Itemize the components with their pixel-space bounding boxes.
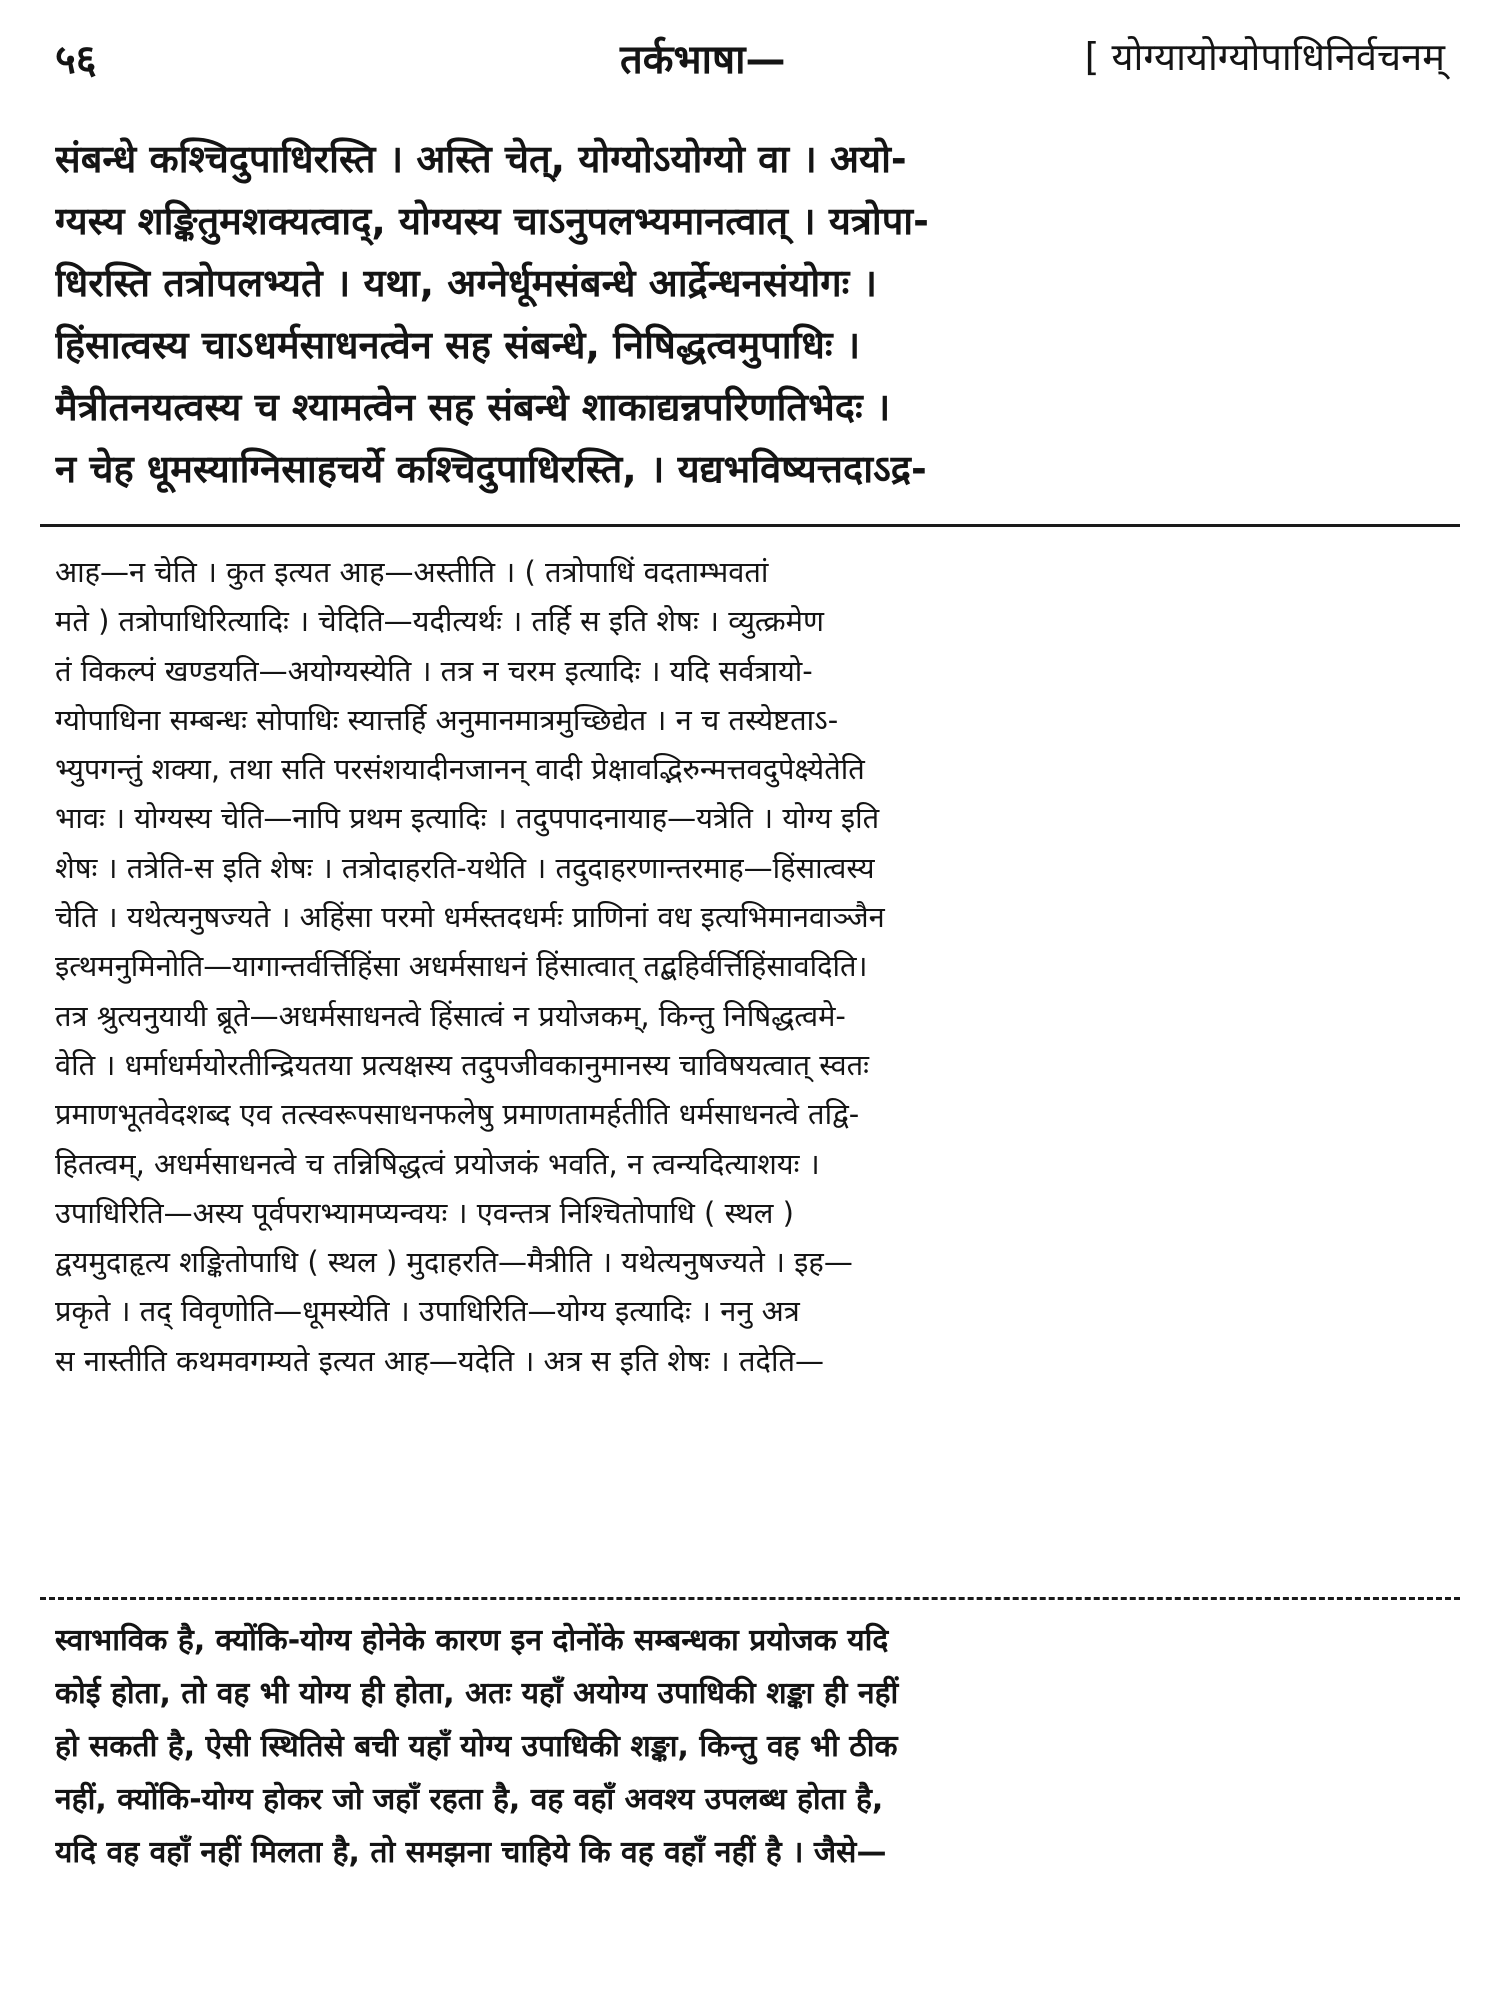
commentary-line: इत्थमनुमिनोति—यागान्तर्वर्त्तिहिंसा अधर्मसाधनं हिंसात्वात् तद्बहिर्वर्त्तिहिंसावदिति।	[55, 949, 868, 984]
commentary-line: प्रमाणभूतवेदशब्द एव तत्स्वरूपसाधनफलेषु प्रमाणतामर्हतीति धर्मसाधनत्वे तद्वि-	[55, 1097, 860, 1132]
section-title: [ योग्यायोग्योपाधिनिर्वचनम्	[1084, 35, 1445, 79]
mula-line: हिंसात्वस्य चाऽधर्मसाधनत्वेन सह संबन्धे, निषिद्धत्वमुपाधिः ।	[55, 323, 861, 367]
mula-text-block	[55, 128, 1445, 500]
translation-line: नहीं, क्योंकि-योग्य होकर जो जहाँ रहता है, वह वहाँ अवश्य उपलब्ध होता है,	[55, 1782, 884, 1817]
mula-line: न चेह धूमस्याग्निसाहचर्ये कश्चिदुपाधिरस्ति, । यद्यभविष्यत्तदाऽद्र-	[55, 447, 927, 491]
commentary-line: तं विकल्पं खण्डयति—अयोग्यस्येति । तत्र न चरम इत्यादिः । यदि सर्वत्रायो-	[55, 653, 813, 688]
commentary-line: ग्योपाधिना सम्बन्धः सोपाधिः स्यात्तर्हि अनुमानमात्रमुच्छिद्येत । न च तस्येष्टताऽ-	[55, 702, 839, 737]
translation-line: हो सकती है, ऐसी स्थितिसे बची यहाँ योग्य उपाधिकी शङ्का, किन्तु वह भी ठीक	[55, 1729, 898, 1764]
mula-line: ग्यस्य शङ्कितुमशक्यत्वाद्, योग्यस्य चाऽनुपलभ्यमानत्वात् । यत्रोपा-	[55, 199, 929, 243]
commentary-line: द्वयमुदाहृत्य शङ्कितोपाधि ( स्थल ) मुदाहरति—मैत्रीति । यथेत्यनुषज्यते । इह—	[55, 1245, 853, 1280]
running-title: तर्कभाषा—	[620, 37, 786, 83]
commentary-line: भावः । योग्यस्य चेति—नापि प्रथम इत्यादिः । तदुपपादनायाह—यत्रेति । योग्य इति	[55, 801, 880, 836]
commentary-line: शेषः । तत्रेति-स इति शेषः । तत्रोदाहरति-यथेति । तदुदाहरणान्तरमाह—हिंसात्वस्य	[55, 850, 875, 885]
commentary-line: प्रकृते । तद् विवृणोति—धूमस्येति । उपाधिरिति—योग्य इत्यादिः । ननु अत्र	[55, 1294, 800, 1329]
hindi-translation-block	[55, 1614, 1445, 1879]
mula-line: मैत्रीतनयत्वस्य च श्यामत्वेन सह संबन्धे शाकाद्यन्नपरिणतिभेदः ।	[55, 385, 891, 429]
commentary-line: वेति । धर्माधर्मयोरतीन्द्रियतया प्रत्यक्षस्य तदुपजीवकानुमानस्य चाविषयत्वात् स्वतः	[55, 1047, 870, 1082]
commentary-line: आह—न चेति । कुत इत्यत आह—अस्तीति । ( तत्रोपाधिं वदताम्भवतां	[55, 555, 769, 589]
translation-line: यदि वह वहाँ नहीं मिलता है, तो समझना चाहिये कि वह वहाँ नहीं है । जैसे—	[55, 1835, 887, 1870]
mula-line: धिरस्ति तत्रोपलभ्यते । यथा, अग्नेर्धूमसंबन्धे आर्द्रेन्धनसंयोगः ।	[55, 261, 877, 305]
page-header	[55, 22, 1445, 92]
solid-divider	[40, 524, 1460, 527]
commentary-line: उपाधिरिति—अस्य पूर्वपराभ्यामप्यन्वयः । एवन्तत्र निश्चितोपाधि ( स्थल )	[55, 1195, 794, 1230]
mula-line: संबन्धे कश्चिदुपाधिरस्ति । अस्ति चेत्, योग्योऽयोग्यो वा । अयो-	[55, 137, 907, 181]
page-number: ५६	[55, 37, 97, 83]
commentary-line: मते ) तत्रोपाधिरित्यादिः । चेदिति—यदीत्यर्थः । तर्हि स इति शेषः । व्युत्क्रमेण	[55, 604, 824, 639]
commentary-line: तत्र श्रुत्यनुयायी ब्रूते—अधर्मसाधनत्वे हिंसात्वं न प्रयोजकम्, किन्तु निषिद्धत्वमे-	[55, 998, 846, 1033]
translation-line: कोई होता, तो वह भी योग्य ही होता, अतः यहाँ अयोग्य उपाधिकी शङ्का ही नहीं	[55, 1676, 899, 1711]
commentary-line: हितत्वम्, अधर्मसाधनत्वे च तन्निषिद्धत्वं प्रयोजकं भवति, न त्वन्यदित्याशयः ।	[55, 1146, 820, 1181]
commentary-line: भ्युपगन्तुं शक्या, तथा सति परसंशयादीनजानन् वादी प्रेक्षावद्भिरुन्मत्तवदुपेक्ष्येतेति	[55, 752, 865, 787]
commentary-line: चेति । यथेत्यनुषज्यते । अहिंसा परमो धर्मस्तदधर्मः प्राणिनां वध इत्यभिमानवाञ्जैन	[55, 900, 885, 935]
dashed-divider	[40, 1597, 1460, 1600]
commentary-line: स नास्तीति कथमवगम्यते इत्यत आह—यदेति । अत्र स इति शेषः । तदेति—	[55, 1343, 824, 1378]
commentary-block	[55, 548, 1445, 1386]
translation-line: स्वाभाविक है, क्योंकि-योग्य होनेके कारण इन दोनोंके सम्बन्धका प्रयोजक यदि	[55, 1623, 889, 1658]
